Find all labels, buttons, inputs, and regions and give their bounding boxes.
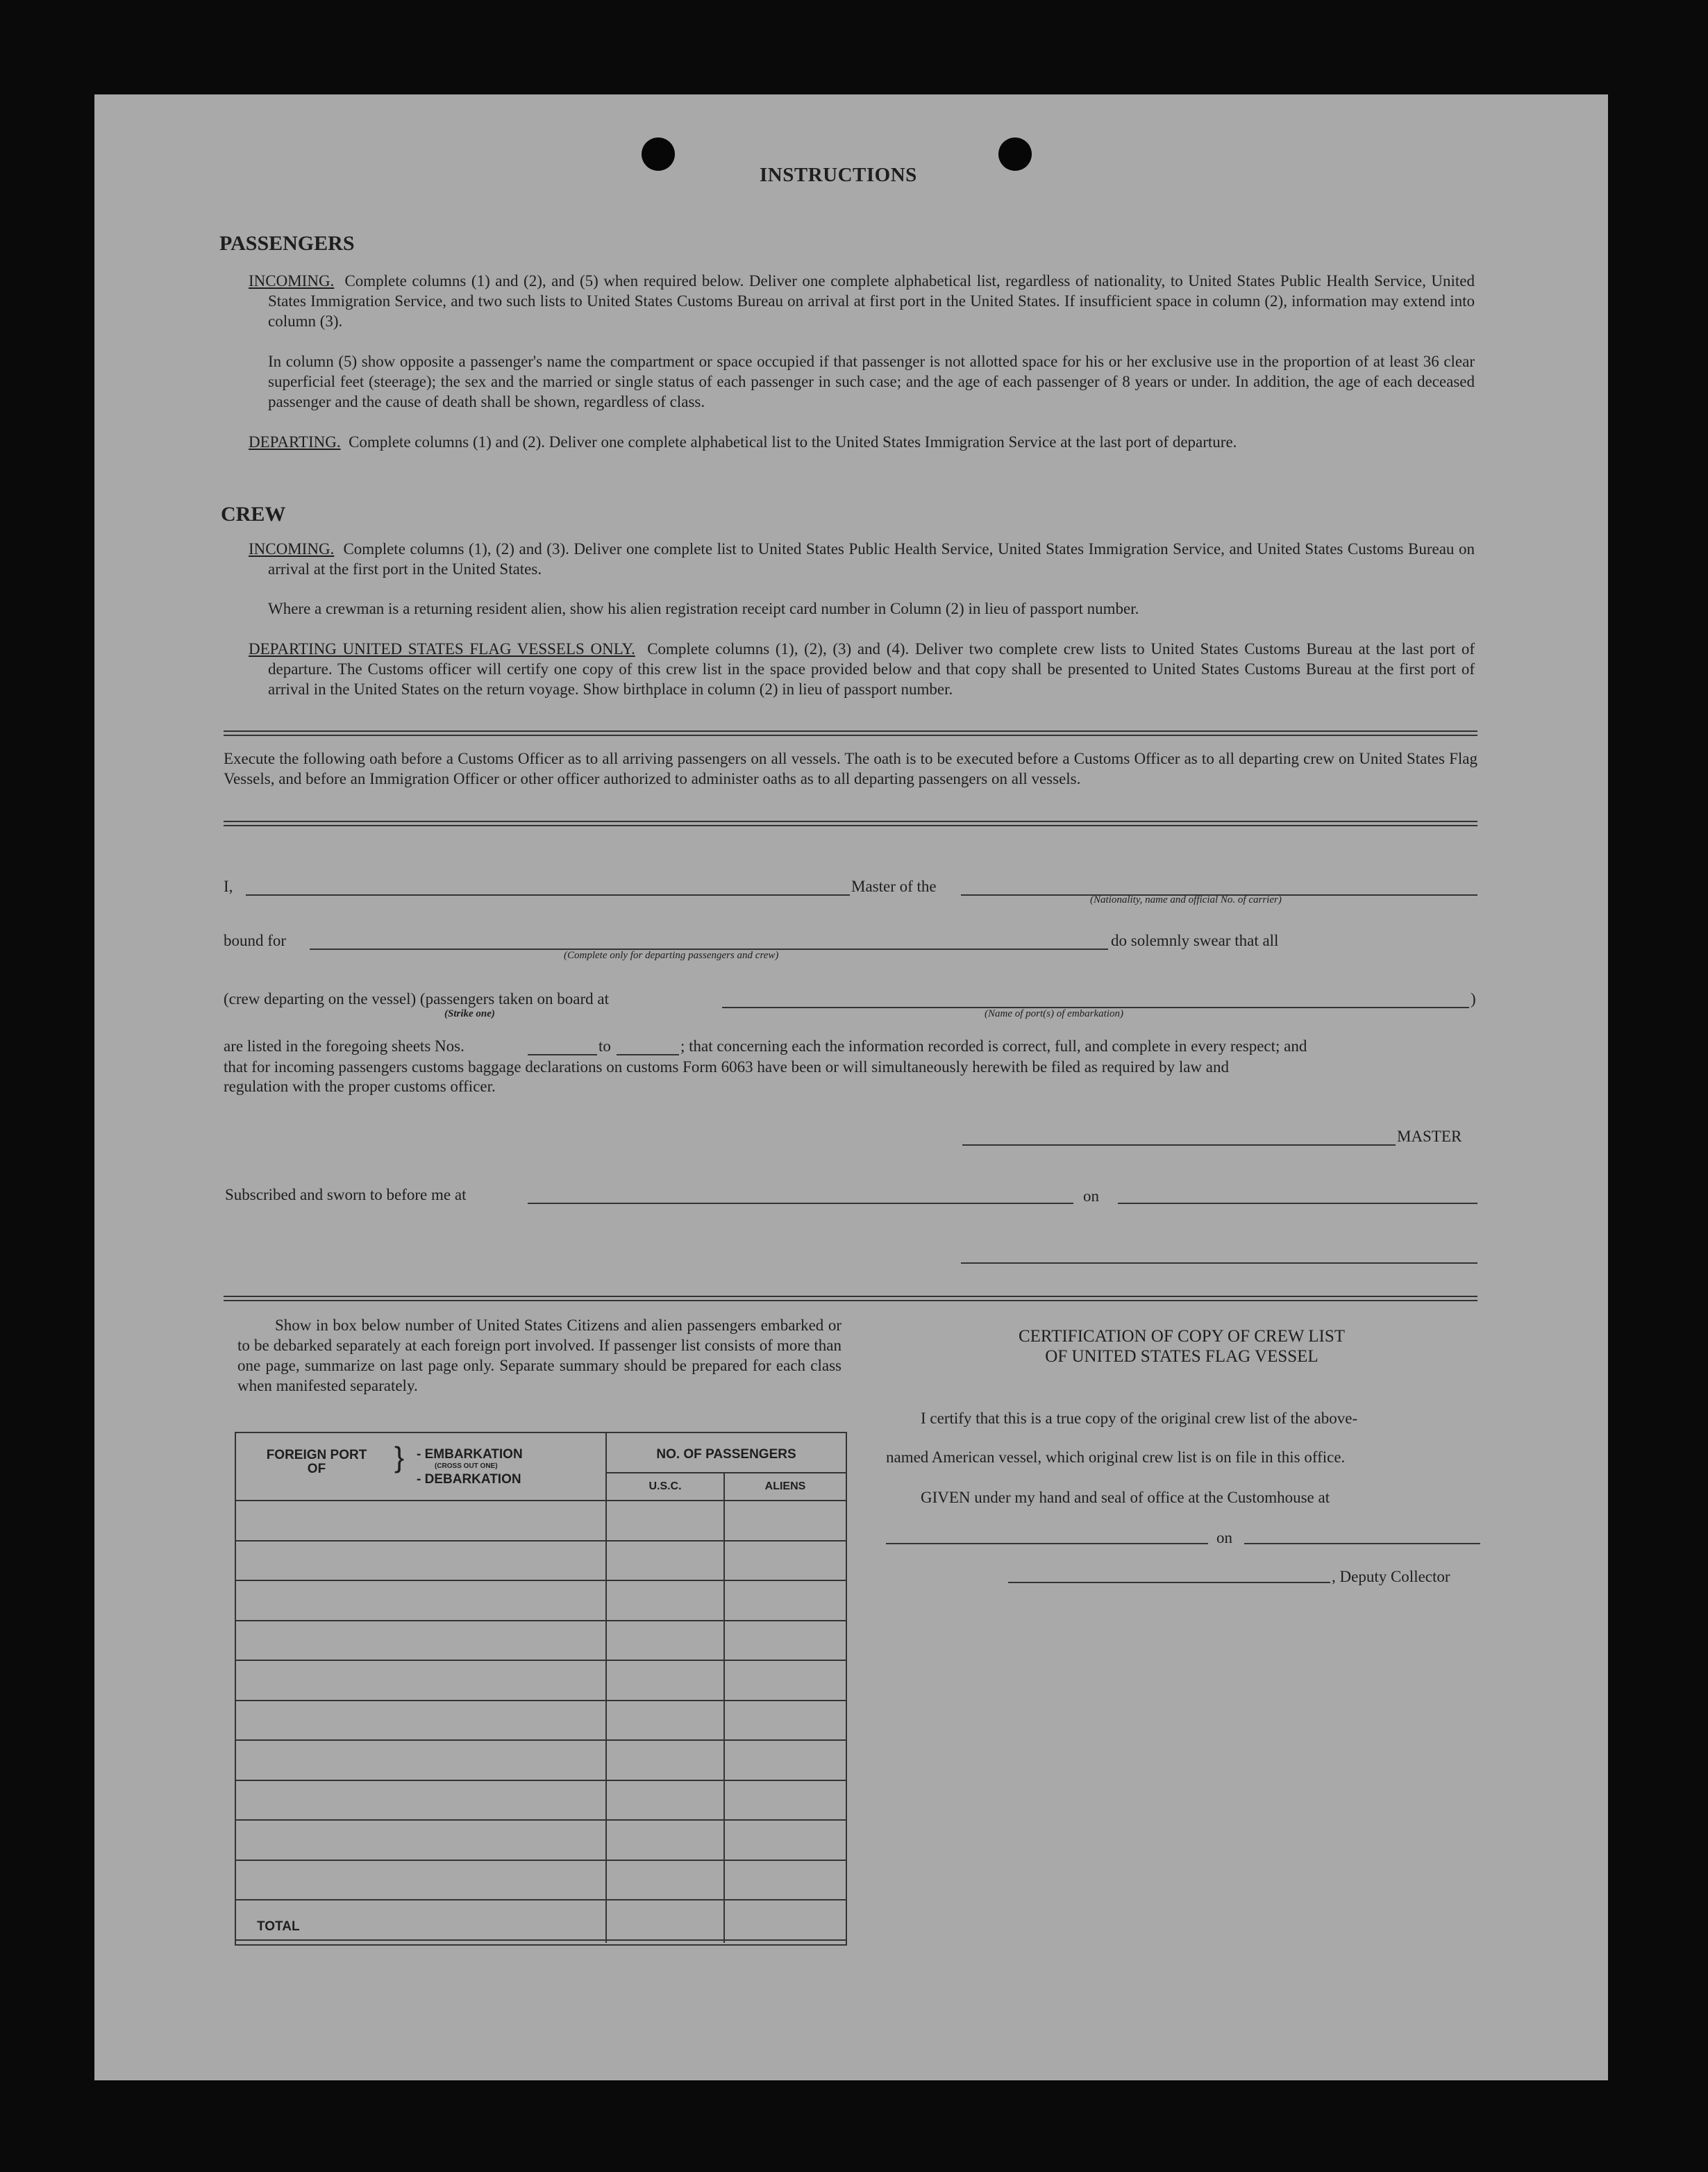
- table-row-line: [235, 1580, 846, 1581]
- close-paren: ): [1471, 990, 1476, 1008]
- table-divider: [605, 1472, 846, 1473]
- passengers-column5-paragraph: In column (5) show opposite a passenger's name the compartment or space occupied if that passenger is not allotted space for his or her exclusive use in the proportion of at least 36 clear superficial feet (steerage); the sex and the married or single status of each passenger in such case; and the age of each passenger of 8 years or under. In addition, the age of each deceased passenger and the cause of death shall be shown, regardless of class.: [268, 353, 1475, 410]
- complete-only-caption: (Complete only for departing passengers and crew): [564, 950, 779, 961]
- crew-departing-paragraph: [249, 639, 1475, 699]
- table-row-line: [235, 1660, 846, 1661]
- table-row-line: [235, 1860, 846, 1861]
- certification-heading: [886, 1326, 1477, 1367]
- passengers-incoming-label: INCOMING.: [249, 272, 335, 290]
- passengers-incoming-paragraph: [249, 271, 1475, 331]
- divider: [224, 821, 1477, 826]
- sheets-from-line[interactable]: [528, 1054, 597, 1055]
- cert-on-label: on: [1216, 1529, 1232, 1546]
- crew-resident-paragraph: Where a crewman is a returning resident alien, show his alien registration receipt card number in Column (2) in lieu of passport number.: [268, 600, 1139, 617]
- sworn-date-line[interactable]: [1118, 1203, 1477, 1204]
- passengers-departing-label: DEPARTING.: [249, 433, 341, 451]
- crew-incoming-label: INCOMING.: [249, 540, 335, 558]
- col-embarkation: - EMBARKATION: [417, 1447, 523, 1462]
- listed-line2: that for incoming passengers customs baggage declarations on customs Form 6063 have been or will simultaneously herewith be filed as required by law and: [224, 1058, 1230, 1076]
- crew-heading: CREW: [221, 503, 286, 526]
- certify-line2: named American vessel, which original crew list is on file in this office.: [886, 1448, 1346, 1466]
- divider: [224, 730, 1477, 736]
- to-label: to: [598, 1037, 611, 1055]
- table-row-line: [235, 1620, 846, 1621]
- table-row-line: [235, 1899, 846, 1900]
- subscribed-label: Subscribed and sworn to before me at: [225, 1186, 467, 1203]
- certification-heading-line1: CERTIFICATION OF COPY OF CREW LIST: [1018, 1327, 1346, 1346]
- page-title: INSTRUCTIONS: [760, 164, 917, 186]
- crew-departing-label: DEPARTING UNITED STATES FLAG VESSELS ONLY.: [249, 640, 635, 658]
- table-divider: [605, 1432, 607, 1943]
- passengers-departing-text: Complete columns (1) and (2). Deliver one complete alphabetical list to the United States Immigration Service at the last port of departure.: [349, 433, 1237, 451]
- deputy-label: , Deputy Collector: [1332, 1568, 1450, 1585]
- table-divider: [723, 1472, 725, 1943]
- bound-for-label: bound for: [224, 932, 287, 949]
- table-header-bottom: [235, 1500, 846, 1501]
- oath-intro: Execute the following oath before a Customs Officer as to all arriving passengers on all vessels. The oath is to be executed before a Customs Officer as to all departing crew on United States Flag Vessels, and before an Immigration Officer or other officer authorized to administer oaths as to all departing passengers on all vessels.: [224, 750, 1477, 787]
- crew-departing-text: Complete columns (1), (2), (3) and (4). Deliver two complete crew lists to United States Customs Bureau at the last port of departure. The Customs officer will certify one copy of this crew list in the space provided below and that copy shall be presented to United States Customs Bureau at the first port of arrival in the United States on the return voyage. Show birthplace in column (2) in lieu of passport number.: [268, 640, 1475, 698]
- ports-caption: (Name of port(s) of embarkation): [985, 1008, 1123, 1019]
- col-cross-out: (CROSS OUT ONE): [435, 1462, 498, 1470]
- master-signature-line[interactable]: [962, 1144, 1396, 1146]
- col-aliens: ALIENS: [764, 1480, 806, 1492]
- master-of-label: Master of the: [851, 878, 937, 895]
- swear-text: do solemnly swear that all: [1111, 932, 1279, 949]
- brace-icon: }: [394, 1441, 405, 1473]
- certification-heading-line2: OF UNITED STATES FLAG VESSEL: [1045, 1347, 1318, 1366]
- col-debarkation: - DEBARKATION: [417, 1472, 521, 1487]
- divider: [224, 1296, 1477, 1301]
- table-row-line: [235, 1739, 846, 1741]
- oath-i-label: I,: [224, 878, 233, 895]
- crew-departing-label: (crew departing on the vessel) (passengers taken on board at: [224, 990, 609, 1008]
- given-text: GIVEN under my hand and seal of office at the Customhouse at: [921, 1489, 1330, 1506]
- strike-one-caption: (Strike one): [444, 1008, 495, 1019]
- customhouse-line[interactable]: [886, 1543, 1208, 1544]
- table-row-line: [235, 1540, 846, 1542]
- col-no-passengers: NO. OF PASSENGERS: [656, 1447, 796, 1462]
- total-label: TOTAL: [257, 1919, 300, 1934]
- passengers-incoming-text: Complete columns (1) and (2), and (5) when required below. Deliver one complete alphabetical list, regardless of nationality, to United States Public Health Service, United States Immigration Service, and two such lists to United States Customs Bureau on arrival at first port in the United States. If insufficient space in column (2), information may extend into column (3).: [268, 272, 1475, 330]
- passengers-heading: PASSENGERS: [219, 232, 355, 255]
- listed-line3: regulation with the proper customs officer.: [224, 1078, 496, 1095]
- master-label: MASTER: [1397, 1128, 1462, 1145]
- sworn-place-line[interactable]: [528, 1203, 1073, 1204]
- table-row-line: [235, 1939, 846, 1941]
- punch-hole: [642, 137, 675, 171]
- master-name-line[interactable]: [246, 894, 850, 896]
- crew-incoming-text: Complete columns (1), (2) and (3). Deliver one complete list to United States Public Health Service, United States Immigration Service, and United States Customs Bureau on arrival at the first port in the United States.: [268, 540, 1475, 578]
- sworn-on-label: on: [1083, 1187, 1099, 1205]
- sheets-to-line[interactable]: [617, 1054, 679, 1055]
- col-usc: U.S.C.: [648, 1480, 682, 1492]
- passengers-departing-paragraph: [249, 432, 1475, 452]
- nationality-caption: (Nationality, name and official No. of carrier): [1090, 894, 1282, 905]
- summary-instructions: Show in box below number of United States Citizens and alien passengers embarked or to be debarked separately at each foreign port involved. If passenger list consists of more than one page, summarize on last page only. Separate summary should be prepared for each class when manifested separately.: [237, 1317, 842, 1394]
- deputy-signature-line[interactable]: [1008, 1582, 1330, 1583]
- listed-prefix: are listed in the foregoing sheets Nos.: [224, 1037, 464, 1055]
- punch-hole: [998, 137, 1032, 171]
- col-foreign-port: FOREIGN PORT OF: [266, 1448, 367, 1476]
- cert-date-line[interactable]: [1244, 1543, 1480, 1544]
- crew-incoming-paragraph: [249, 539, 1475, 579]
- passenger-summary-table: [235, 1432, 847, 1946]
- listed-suffix: ; that concerning each the information recorded is correct, full, and complete in every respect; and: [680, 1037, 1307, 1055]
- table-row-line: [235, 1700, 846, 1701]
- certify-line1: I certify that this is a true copy of the original crew list of the above-: [921, 1410, 1358, 1427]
- table-row-line: [235, 1819, 846, 1821]
- table-row-line: [235, 1780, 846, 1781]
- officer-signature-line[interactable]: [961, 1262, 1477, 1264]
